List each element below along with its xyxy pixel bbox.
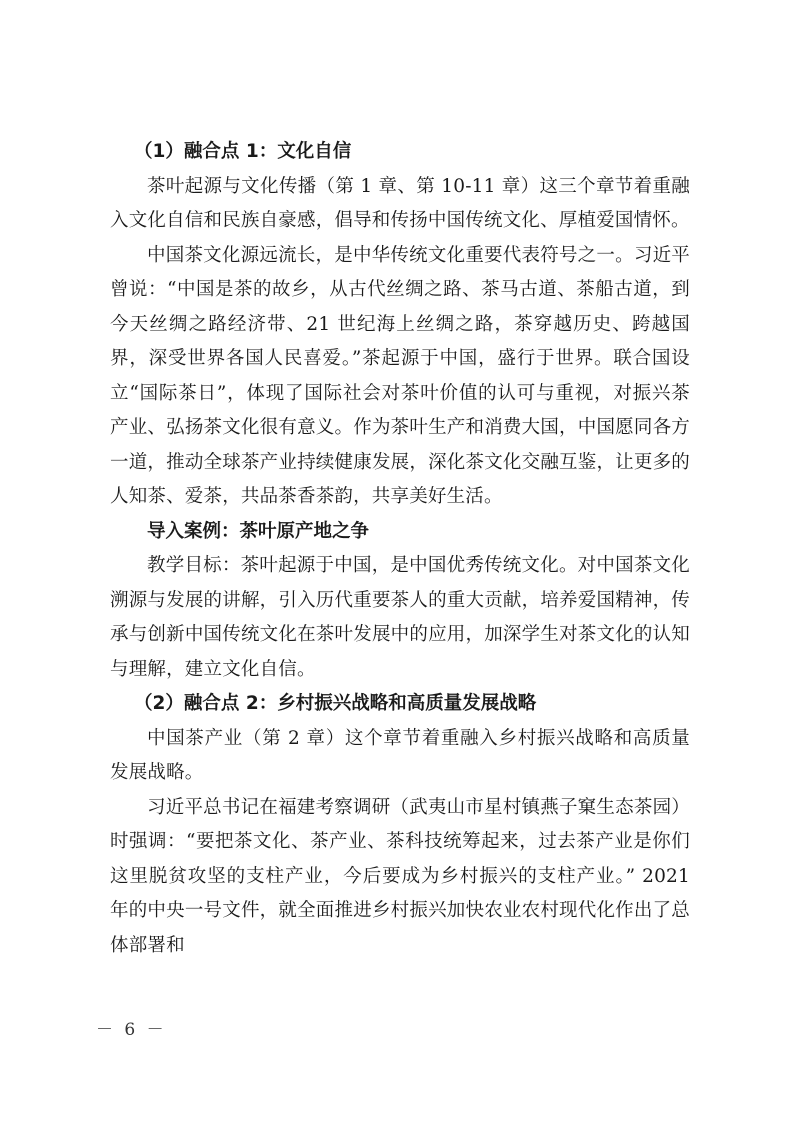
paragraph-2: 中国茶文化源远流长，是中华传统文化重要代表符号之一。习近平曾说：“中国是茶的故乡，从古代丝绸之路、茶马古道、茶船古道，到今天丝绸之路经济带、21 世纪海上丝绸之路，茶穿越历史、跨越国界，深受世界各国人民喜爱。”茶起源于中国，盛行于世界。联合国设立“国际茶日”，体现了国际社会对茶叶价值的认可与重视，对振兴茶产业、弘扬茶文化很有意义。作为茶叶生产和消费大国，中国愿同各方一道，推动全球茶产业持续健康发展，深化茶文化交融互鉴，让更多的人知茶、爱茶，共品茶香茶韵，共享美好生活。 — [110, 244, 690, 507]
paragraph-3: 教学目标：茶叶起源于中国，是中国优秀传统文化。对中国茶文化溯源与发展的讲解，引入历代重要茶人的重大贡献，培养爱国精神，传承与创新中国传统文化在茶叶发展中的应用，加深学生对茶文化的认知与理解，建立文化自信。 — [110, 555, 690, 680]
paragraph-1: 茶叶起源与文化传播（第 1 章、第 10-11 章）这三个章节着重融入文化自信和民族自豪感，倡导和传扬中国传统文化、厚植爱国情怀。 — [110, 175, 690, 231]
section-heading-1: （1）融合点 1：文化自信 — [134, 141, 352, 162]
section-heading-2: （2）融合点 2：乡村振兴战略和高质量发展战略 — [134, 693, 537, 714]
page-number: － 6 － — [96, 1020, 167, 1040]
document-page — [110, 135, 690, 963]
paragraph-5: 习近平总书记在福建考察调研（武夷山市星村镇燕子窠生态茶园）时强调：“要把茶文化、茶产业、茶科技统筹起来，过去茶产业是你们这里脱贫攻坚的支柱产业，今后要成为乡村振兴的支柱产业。” 2021 年的中央一号文件，就全面推进乡村振兴加快农业农村现代化作出了总体部署和 — [110, 796, 690, 956]
paragraph-4: 中国茶产业（第 2 章）这个章节着重融入乡村振兴战略和高质量发展战略。 — [110, 727, 690, 783]
case-heading: 导入案例：茶叶原产地之争 — [147, 520, 370, 542]
